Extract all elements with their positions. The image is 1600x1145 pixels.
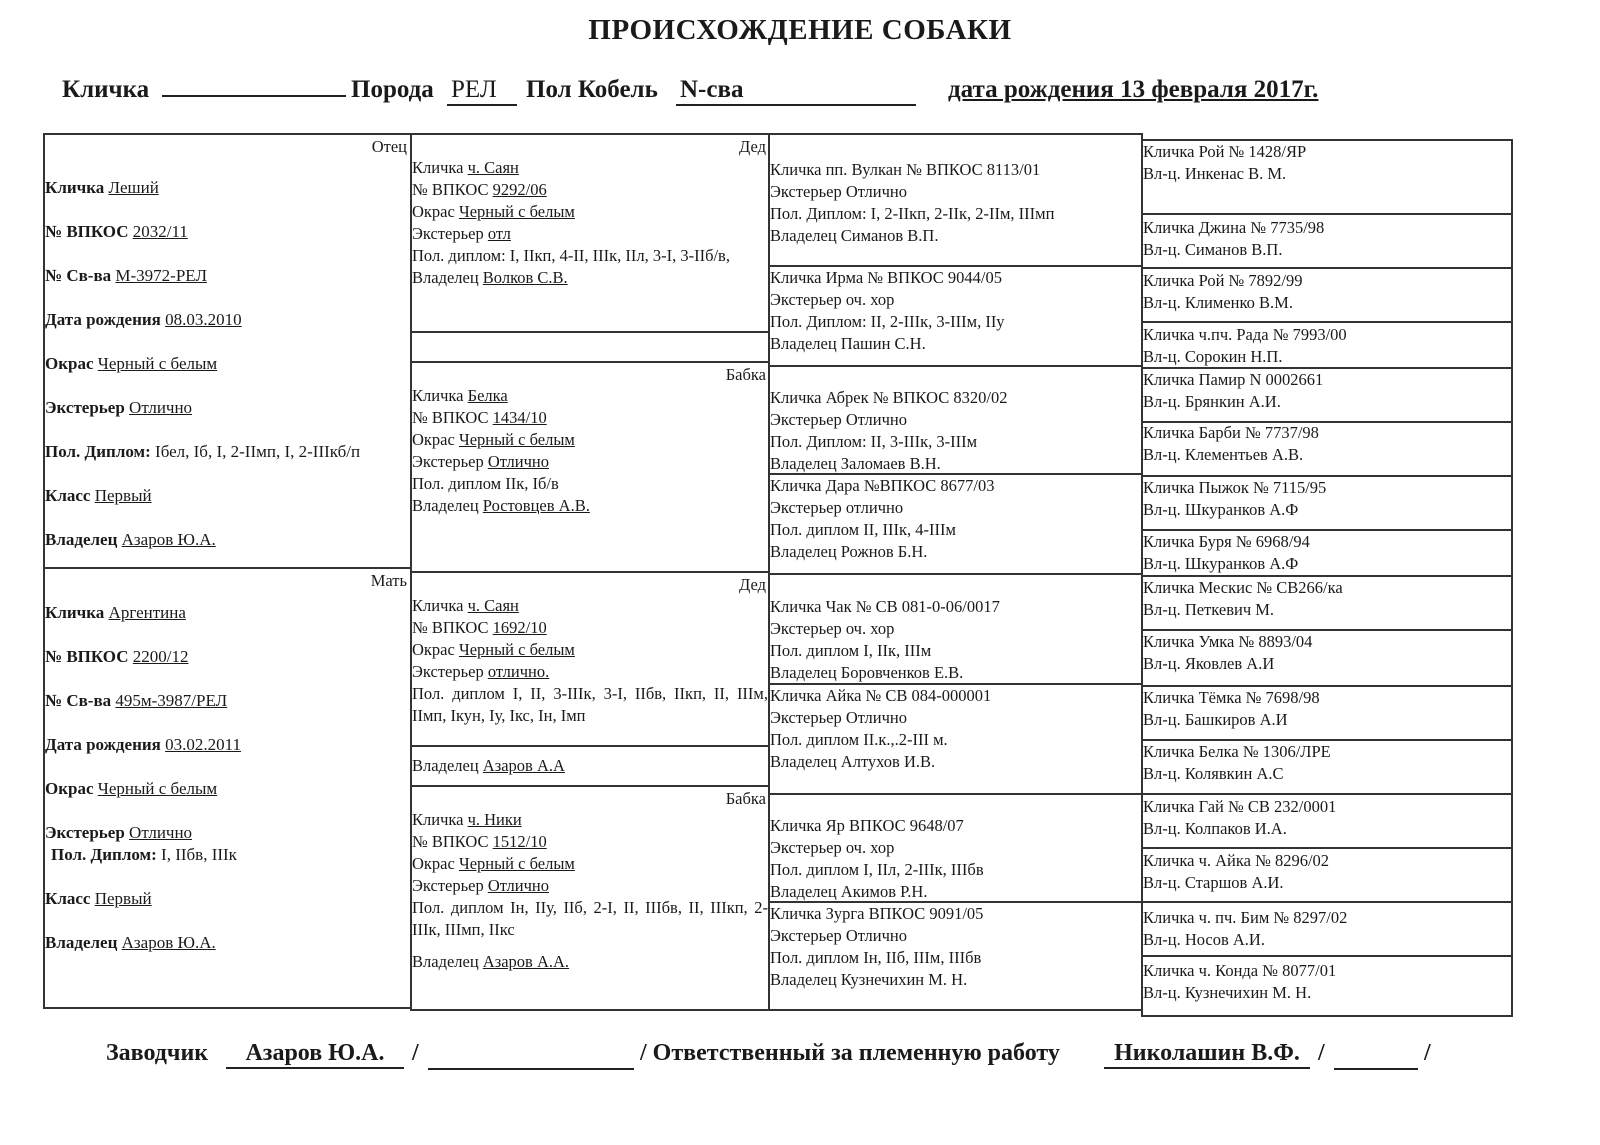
great-grandparent-3-exterior: Экстерьер Отлично	[770, 410, 907, 429]
grandparent-4-corner-label: Бабка	[725, 789, 766, 808]
grandparent-4-name-label: Кличка	[412, 810, 464, 829]
grandparent-1-name-value: ч. Саян	[467, 158, 519, 177]
grandparent-cell-1	[412, 135, 768, 331]
gen4-7-owner: Вл-ц. Шкуранков А.Ф	[1143, 500, 1299, 519]
father-color-value: Черный с белым	[97, 354, 218, 373]
father-birth-label: Дата рождения	[45, 310, 161, 329]
great-grandparent-7-name: Кличка Яр ВПКОС 9648/07	[770, 816, 964, 835]
grandparent-4-diploma: Пол. диплом Iн, IIу, IIб, 2-I, II, IIIбв, II, IIIкп, 2-IIIк, IIIмп, IIкс	[412, 898, 768, 939]
birth-date: дата рождения 13 февраля 2017г.	[948, 76, 1319, 103]
gen4-6-name: Кличка Барби № 7737/98	[1143, 423, 1319, 442]
gen4-cell-14	[1143, 850, 1511, 900]
mother-exterior-label: Экстерьер	[45, 823, 125, 842]
gen4-9-owner: Вл-ц. Петкевич М.	[1143, 600, 1275, 619]
grandparent-3-diploma: Пол. диплом I, II, 3-IIIк, 3-I, IIбв, IIкп, II, IIIм, IIмп, Iкун, Iу, Iкс, Iн, Iмп	[412, 684, 768, 725]
father-exterior-label: Экстерьер	[45, 398, 125, 417]
mother-birth-label: Дата рождения	[45, 735, 161, 754]
grandparent-2-name-value: Белка	[467, 386, 508, 405]
grandparent-1-color-label: Окрас	[412, 202, 455, 221]
grandparent-3-owner-value: Азаров А.А	[482, 756, 565, 775]
great-grandparent-4-diploma: Пол. диплом II, IIIк, 4-IIIм	[770, 520, 956, 539]
grandparent-2-owner-label: Владелец	[412, 496, 479, 515]
great-grandparent-8-diploma: Пол. диплом Iн, IIб, IIIм, IIIбв	[770, 948, 982, 967]
grandparent-1-owner-label: Владелец	[412, 268, 479, 287]
grandparent-2-vpkos-value: 1434/10	[492, 408, 547, 427]
grandparent-2-color-value: Черный с белым	[458, 430, 575, 449]
gen4-6-owner: Вл-ц. Клементьев А.В.	[1143, 445, 1304, 464]
father-diploma-label: Пол. Диплом:	[45, 442, 151, 461]
gen4-10-owner: Вл-ц. Яковлев А.И	[1143, 654, 1275, 673]
mother-class-label: Класс	[45, 889, 91, 908]
great-grandparent-2-diploma: Пол. Диплом: II, 2-IIIк, 3-IIIм, IIу	[770, 312, 1005, 331]
footer-slash-2: /	[1318, 1040, 1325, 1066]
great-grandparent-3-name: Кличка Абрек № ВПКОС 8320/02	[770, 388, 1008, 407]
grandparent-1-color-value: Черный с белым	[458, 202, 575, 221]
mother-cert-value: 495м-3987/РЕЛ	[115, 691, 228, 710]
gen4-cell-12	[1143, 741, 1511, 791]
father-corner-label: Отец	[371, 137, 407, 156]
gen4-3-name: Кличка Рой № 7892/99	[1143, 271, 1303, 290]
grandparent-4-exterior-value: Отлично	[487, 876, 550, 895]
gen4-10-name: Кличка Умка № 8893/04	[1143, 632, 1313, 651]
footer-slash-3: /	[1424, 1040, 1431, 1066]
grandparent-1-owner-value: Волков С.В.	[482, 268, 568, 287]
great-grandparent-1-exterior: Экстерьер Отлично	[770, 182, 907, 201]
great-grandparent-2-exterior: Экстерьер оч. хор	[770, 290, 895, 309]
great-grandparent-1-name: Кличка пп. Вулкан № ВПКОС 8113/01	[770, 160, 1041, 179]
gen4-2-owner: Вл-ц. Симанов В.П.	[1143, 240, 1283, 259]
father-exterior-value: Отлично	[129, 398, 193, 417]
grandparent-4-owner-label: Владелец	[412, 952, 479, 971]
mother-diploma-label: Пол. Диплом:	[51, 845, 157, 864]
great-grandparent-5-exterior: Экстерьер оч. хор	[770, 619, 895, 638]
grandparent-3-vpkos-label: № ВПКОС	[412, 618, 489, 637]
grandparent-4-owner-value: Азаров А.А.	[482, 952, 570, 971]
responsible-signature-blank	[1334, 1040, 1418, 1070]
grandparent-1-vpkos-value: 9292/06	[492, 180, 547, 199]
gen4-cell-1	[1143, 141, 1511, 189]
gen4-cell-10	[1143, 631, 1511, 683]
great-grandparent-4-name: Кличка Дара №ВПКОС 8677/03	[770, 476, 995, 495]
gen4-13-owner: Вл-ц. Колпаков И.А.	[1143, 819, 1287, 838]
great-grandparent-8-exterior: Экстерьер Отлично	[770, 926, 907, 945]
gen4-1-owner: Вл-ц. Инкенас В. М.	[1143, 164, 1287, 183]
footer-slash-1: /	[412, 1040, 419, 1066]
grandparent-4-exterior-label: Экстерьер	[412, 876, 484, 895]
mother-birth-value: 03.02.2011	[165, 735, 241, 754]
grandparent-3-owner-cell	[412, 747, 768, 785]
grandparent-3-exterior-label: Экстерьер	[412, 662, 484, 681]
father-birth-value: 08.03.2010	[165, 310, 242, 329]
grandparent-1-corner-label: Дед	[739, 137, 766, 156]
pedigree-table	[43, 133, 1542, 1031]
father-color-label: Окрас	[45, 354, 94, 373]
father-diploma-value: Iбел, Iб, I, 2-IIмп, I, 2-IIIкб/п	[155, 442, 361, 461]
father-vpkos-value: 2032/11	[132, 222, 188, 241]
grandparent-2-exterior-value: Отлично	[487, 452, 550, 471]
gen4-8-owner: Вл-ц. Шкуранков А.Ф	[1143, 554, 1299, 573]
mother-owner-label: Владелец	[45, 933, 118, 952]
grandparent-3-corner-label: Дед	[739, 575, 766, 594]
great-grandparent-cell-4	[770, 475, 1141, 573]
gen4-5-owner: Вл-ц. Брянкин А.И.	[1143, 392, 1281, 411]
father-class-value: Первый	[94, 486, 152, 505]
grandparent-2-name-label: Кличка	[412, 386, 464, 405]
great-grandparent-5-owner: Владелец Боровченков Е.В.	[770, 663, 964, 682]
grandparent-3-name-value: ч. Саян	[467, 596, 519, 615]
great-grandparent-cell-5	[770, 596, 1141, 683]
grandparent-2-diploma: Пол. диплом IIк, Iб/в	[412, 474, 559, 493]
grandparent-1-name-label: Кличка	[412, 158, 464, 177]
great-grandparent-cell-2	[770, 267, 1141, 365]
great-grandparent-8-name: Кличка Зурга ВПКОС 9091/05	[770, 904, 984, 923]
grandparent-2-exterior-label: Экстерьер	[412, 452, 484, 471]
gen4-cell-11	[1143, 687, 1511, 737]
mother-corner-label: Мать	[370, 571, 407, 590]
gen4-16-owner: Вл-ц. Кузнечихин М. Н.	[1143, 983, 1312, 1002]
mother-exterior-value: Отлично	[129, 823, 193, 842]
responsible-value: Николашин В.Ф.	[1104, 1040, 1310, 1069]
gen4-cell-2	[1143, 217, 1511, 265]
gen4-cell-9	[1143, 577, 1511, 627]
great-grandparent-cell-3	[770, 387, 1141, 473]
name-value	[162, 95, 346, 97]
grandparent-2-vpkos-label: № ВПКОС	[412, 408, 489, 427]
breeder-signature-blank	[428, 1040, 634, 1070]
sex-value: N-сва	[676, 76, 916, 106]
grandparent-1-diploma: Пол. диплом: I, IIкп, 4-II, IIIк, IIл, 3-I, 3-IIб/в,	[412, 246, 730, 265]
father-cert-label: № Св-ва	[45, 266, 112, 285]
father-cert-value: М-3972-РЕЛ	[115, 266, 207, 285]
great-grandparent-2-owner: Владелец Пашин С.Н.	[770, 334, 926, 353]
gen4-1-name: Кличка Рой № 1428/ЯР	[1143, 142, 1307, 161]
sex-label: Пол Кобель	[526, 76, 658, 103]
mother-cert-label: № Св-ва	[45, 691, 112, 710]
gen4-cell-5	[1143, 369, 1511, 419]
mother-class-value: Первый	[94, 889, 152, 908]
great-grandparent-cell-8	[770, 903, 1141, 1009]
father-name-label: Кличка	[45, 178, 105, 197]
mother-name-value: Аргентина	[108, 603, 186, 622]
grandparent-3-vpkos-value: 1692/10	[492, 618, 547, 637]
father-class-label: Класс	[45, 486, 91, 505]
great-grandparent-3-diploma: Пол. Диплом: II, 3-IIIк, 3-IIIм	[770, 432, 978, 451]
mother-name-label: Кличка	[45, 603, 105, 622]
mother-cell	[45, 569, 409, 1007]
great-grandparent-2-name: Кличка Ирма № ВПКОС 9044/05	[770, 268, 1002, 287]
great-grandparent-6-name: Кличка Айка № СВ 084-000001	[770, 686, 992, 705]
gen4-14-owner: Вл-ц. Старшов А.И.	[1143, 873, 1284, 892]
grandparent-2-color-label: Окрас	[412, 430, 455, 449]
father-cell	[45, 135, 409, 565]
grandparent-cell-4	[412, 787, 768, 1009]
mother-vpkos-value: 2200/12	[132, 647, 189, 666]
great-grandparent-cell-1	[770, 159, 1141, 263]
grandparent-4-color-label: Окрас	[412, 854, 455, 873]
grandparent-2-corner-label: Бабка	[725, 365, 766, 384]
father-vpkos-label: № ВПКОС	[45, 222, 129, 241]
gen4-11-owner: Вл-ц. Башкиров А.И	[1143, 710, 1288, 729]
gen4-12-owner: Вл-ц. Колявкин А.С	[1143, 764, 1284, 783]
gen4-8-name: Кличка Буря № 6968/94	[1143, 532, 1310, 551]
gen4-14-name: Кличка ч. Айка № 8296/02	[1143, 851, 1330, 870]
breeder-value: Азаров Ю.А.	[226, 1040, 404, 1069]
great-grandparent-6-owner: Владелец Алтухов И.В.	[770, 752, 936, 771]
father-owner-value: Азаров Ю.А.	[121, 530, 216, 549]
mother-color-value: Черный с белым	[97, 779, 218, 798]
grandparent-3-name-label: Кличка	[412, 596, 464, 615]
grandparent-4-color-value: Черный с белым	[458, 854, 575, 873]
great-grandparent-1-owner: Владелец Симанов В.П.	[770, 226, 939, 245]
gen4-9-name: Кличка Мескис № СВ266/ка	[1143, 578, 1343, 597]
gen4-7-name: Кличка Пыжок № 7115/95	[1143, 478, 1327, 497]
grandparent-cell-2	[412, 363, 768, 571]
gen4-16-name: Кличка ч. Конда № 8077/01	[1143, 961, 1337, 980]
grandparent-3-color-label: Окрас	[412, 640, 455, 659]
great-grandparent-7-owner: Владелец Акимов Р.Н.	[770, 882, 928, 901]
great-grandparent-7-diploma: Пол. диплом I, IIл, 2-IIIк, IIIбв	[770, 860, 984, 879]
mother-diploma-value: I, IIбв, IIIк	[161, 845, 237, 864]
gen4-4-owner: Вл-ц. Сорокин Н.П.	[1143, 347, 1283, 366]
breed-label: Порода	[351, 76, 434, 103]
grandparent-1-exterior-value: отл	[487, 224, 511, 243]
responsible-label: / Ответственный за племенную работу	[640, 1040, 1060, 1066]
gen4-cell-15	[1143, 907, 1511, 955]
mother-color-label: Окрас	[45, 779, 94, 798]
mother-owner-value: Азаров Ю.А.	[121, 933, 216, 952]
gen4-cell-13	[1143, 796, 1511, 846]
great-grandparent-4-exterior: Экстерьер отлично	[770, 498, 904, 517]
grandparent-4-vpkos-label: № ВПКОС	[412, 832, 489, 851]
mother-vpkos-label: № ВПКОС	[45, 647, 129, 666]
grandparent-3-color-value: Черный с белым	[458, 640, 575, 659]
great-grandparent-4-owner: Владелец Рожнов Б.Н.	[770, 542, 928, 561]
gen4-2-name: Кличка Джина № 7735/98	[1143, 218, 1325, 237]
grandparent-3-exterior-value: отлично.	[487, 662, 550, 681]
grandparent-4-name-value: ч. Ники	[467, 810, 522, 829]
great-grandparent-3-owner: Владелец Заломаев В.Н.	[770, 454, 941, 473]
gen4-4-name: Кличка ч.пч. Рада № 7993/00	[1143, 325, 1347, 344]
gen4-15-owner: Вл-ц. Носов А.И.	[1143, 930, 1265, 949]
breed-value: РЕЛ	[447, 76, 517, 106]
great-grandparent-1-diploma: Пол. Диплом: I, 2-IIкп, 2-IIк, 2-IIм, IIIмп	[770, 204, 1055, 223]
father-owner-label: Владелец	[45, 530, 118, 549]
gen4-3-owner: Вл-ц. Клименко В.М.	[1143, 293, 1293, 312]
gen4-5-name: Кличка Памир N 0002661	[1143, 370, 1324, 389]
document-title: ПРОИСХОЖДЕНИЕ СОБАКИ	[588, 14, 1012, 46]
great-grandparent-6-exterior: Экстерьер Отлично	[770, 708, 907, 727]
gen4-cell-7	[1143, 477, 1511, 527]
gen4-13-name: Кличка Гай № СВ 232/0001	[1143, 797, 1337, 816]
gen4-cell-3	[1143, 270, 1511, 318]
great-grandparent-8-owner: Владелец Кузнечихин М. Н.	[770, 970, 968, 989]
grandparent-1-exterior-label: Экстерьер	[412, 224, 484, 243]
gen4-11-name: Кличка Тёмка № 7698/98	[1143, 688, 1320, 707]
gen4-cell-4	[1143, 324, 1511, 368]
name-label: Кличка	[62, 76, 150, 103]
great-grandparent-cell-6	[770, 685, 1141, 793]
great-grandparent-5-name: Кличка Чак № СВ 081-0-06/0017	[770, 597, 1000, 616]
grandparent-1-vpkos-label: № ВПКОС	[412, 180, 489, 199]
gen4-cell-8	[1143, 531, 1511, 575]
grandparent-3-owner-label: Владелец	[412, 756, 479, 775]
gen4-cell-16	[1143, 960, 1511, 1010]
breeder-label: Заводчик	[106, 1040, 209, 1066]
great-grandparent-6-diploma: Пол. диплом II.к.,.2-III м.	[770, 730, 948, 749]
great-grandparent-7-exterior: Экстерьер оч. хор	[770, 838, 895, 857]
gen4-15-name: Кличка ч. пч. Бим № 8297/02	[1143, 908, 1348, 927]
gen4-cell-6	[1143, 422, 1511, 472]
great-grandparent-cell-7	[770, 815, 1141, 901]
gen4-12-name: Кличка Белка № 1306/ЛРЕ	[1143, 742, 1331, 761]
great-grandparent-5-diploma: Пол. диплом I, IIк, IIIм	[770, 641, 932, 660]
father-name-value: Леший	[108, 178, 159, 197]
grandparent-cell-3	[412, 573, 768, 745]
grandparent-2-owner-value: Ростовцев А.В.	[482, 496, 590, 515]
grandparent-4-vpkos-value: 1512/10	[492, 832, 547, 851]
